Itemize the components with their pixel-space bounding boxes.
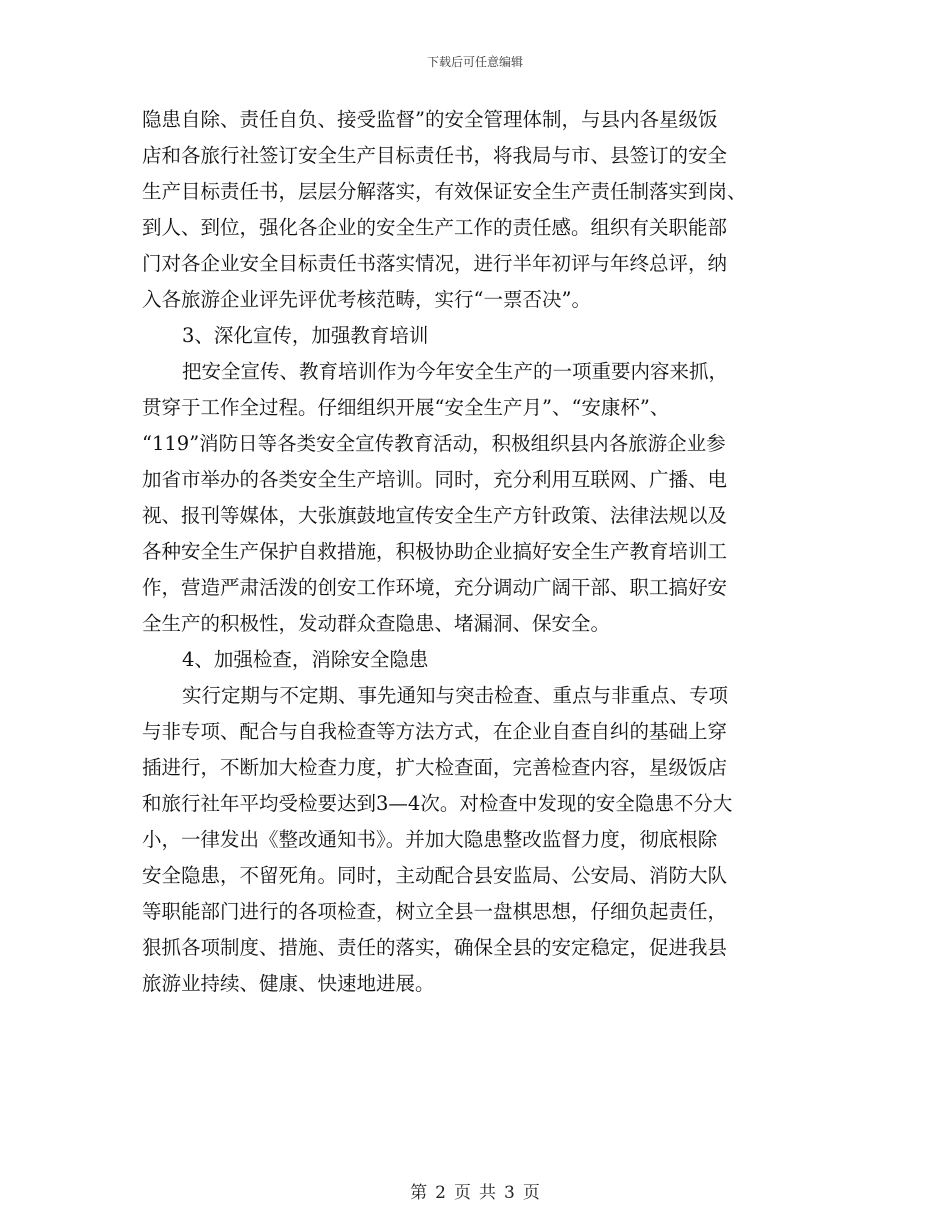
page-label: 第: [410, 1183, 428, 1203]
paragraph-line: “119”消防日等各类安全宣传教育活动，积极组织县内各旅游企业参: [142, 432, 726, 455]
paragraph-line: 与非专项、配合与自我检查等方法方式，在企业自查自纠的基础上穿: [142, 720, 728, 743]
paragraph-line: 实行定期与不定期、事先通知与突击检查、重点与非重点、专项: [182, 684, 729, 707]
section-heading: 3、深化宣传，加强教育培训: [182, 324, 429, 347]
paragraph-line: 插进行，不断加大检查力度，扩大检查面，完善检查内容，星级饭店: [142, 756, 728, 779]
page-number-footer: [0, 1182, 950, 1204]
paragraph-line: 全生产的积极性，发动群众查隐患、堵漏洞、保安全。: [142, 612, 611, 635]
paragraph-line: 各种安全生产保护自救措施，积极协助企业搞好安全生产教育培训工: [142, 540, 728, 563]
paragraph-line: 贯穿于工作全过程。仔细组织开展“安全生产月”、“安康杯”、: [142, 396, 670, 419]
paragraph-line: 旅游业持续、健康、快速地进展。: [142, 972, 435, 995]
paragraph-line: 生产目标责任书，层层分解落实，有效保证安全生产责任制落实到岗、: [142, 180, 747, 203]
paragraph-line: 小，一律发出《整改通知书》。并加大隐患整改监督力度，彻底根除: [142, 828, 718, 851]
paragraph-line: 加省市举办的各类安全生产培训。同时，充分利用互联网、广播、电: [142, 468, 728, 491]
paragraph-line: 门对各企业安全目标责任书落实情况，进行半年初评与年终总评，纳: [142, 252, 728, 275]
page-header-note: 下载后可任意编辑: [426, 55, 523, 69]
paragraph-line: 和旅行社年平均受检要达到3—4次。对检查中发现的安全隐患不分大: [142, 792, 733, 815]
paragraph-line: 隐患自除、责任自负、接受监督”的安全管理体制，与县内各星级饭: [142, 108, 718, 131]
paragraph-line: 把安全宣传、教育培训作为今年安全生产的一项重要内容来抓，: [182, 360, 729, 383]
total-label: 共: [479, 1183, 496, 1203]
paragraph-line: 等职能部门进行的各项检查，树立全县一盘棋思想，仔细负起责任，: [142, 900, 728, 923]
page-unit: 页: [454, 1183, 471, 1203]
paragraph-line: 安全隐患，不留死角。同时，主动配合县安监局、公安局、消防大队: [142, 864, 728, 887]
paragraph-line: 狠抓各项制度、措施、责任的落实，确保全县的安定稳定，促进我县: [142, 936, 728, 959]
page-total: 3: [504, 1183, 515, 1203]
page-current: 2: [435, 1183, 446, 1203]
document-body: [142, 102, 814, 1002]
total-unit: 页: [522, 1183, 540, 1203]
paragraph-line: 作，营造严肃活泼的创安工作环境，充分调动广阔干部、职工搞好安: [142, 576, 728, 599]
paragraph-line: 入各旅游企业评先评优考核范畴，实行“一票否决”。: [142, 288, 591, 311]
paragraph-line: 到人、到位，强化各企业的安全生产工作的责任感。组织有关职能部: [142, 216, 728, 239]
paragraph-line: 视、报刊等媒体，大张旗鼓地宣传安全生产方针政策、法律法规以及: [142, 504, 728, 527]
paragraph-line: 店和各旅行社签订安全生产目标责任书，将我局与市、县签订的安全: [142, 144, 728, 167]
section-heading: 4、加强检查，消除安全隐患: [182, 648, 429, 671]
